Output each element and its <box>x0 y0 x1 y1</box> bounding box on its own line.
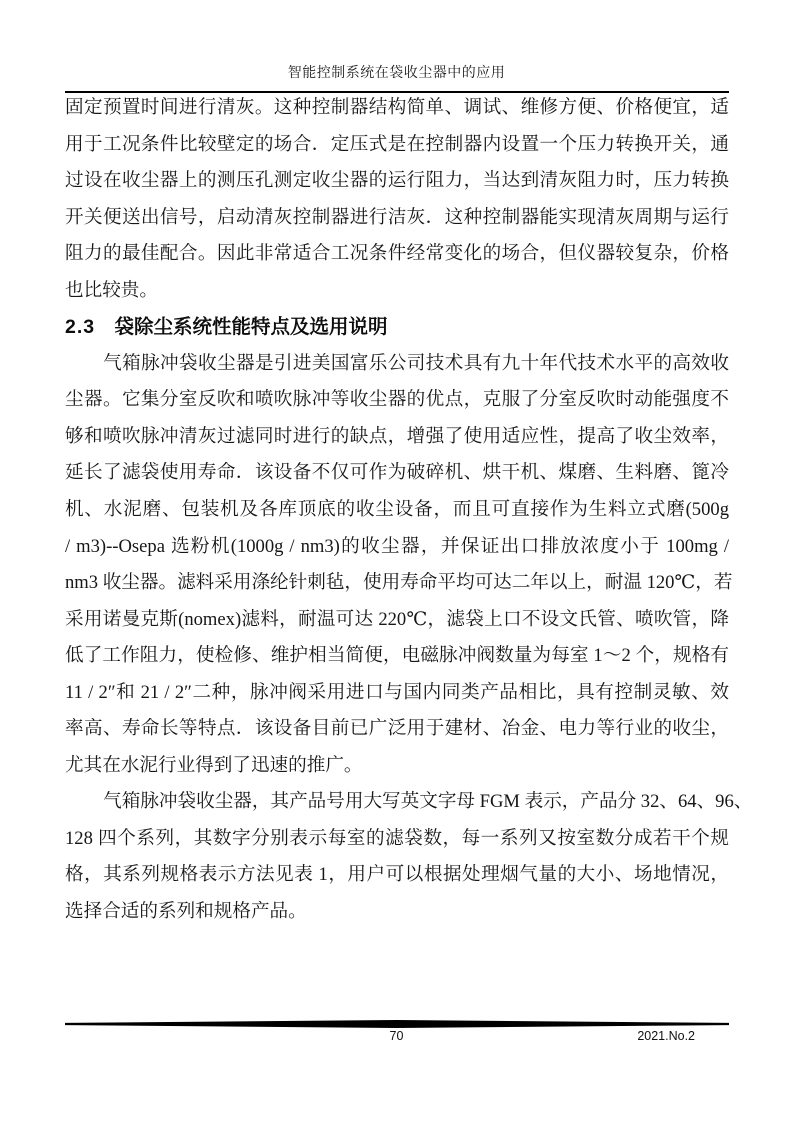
text-line: 用于工况条件比较壁定的场合．定压式是在控制器内设置一个压力转换开关，通 <box>65 133 729 155</box>
text-line: 尘器。它集分室反吹和喷吹脉冲等收尘器的优点，克服了分室反吹时动能强度不 <box>65 389 729 411</box>
text-line: 低了工作阻力，使检修、维护相当简便，电磁脉冲阀数量为每室 1～2 个，规格有 <box>65 645 729 667</box>
text-line: 固定预置时间进行清灰。这种控制器结构简单、调试、维修方便、价格便宜，适 <box>65 97 729 118</box>
issue-label: 2021.No.2 <box>637 1029 695 1043</box>
text-line: 机、水泥磨、包装机及各库顶底的收尘设备，而且可直接作为生料立式磨(500g <box>65 499 729 521</box>
text-line: 够和喷吹脉冲清灰过滤同时进行的缺点，增强了使用适应性，提高了收尘效率， <box>65 425 729 447</box>
text-line: 11 / 2″和 21 / 2″二种，脉冲阀采用进口与国内同类产品相比，具有控制灵敏、效 <box>65 681 729 703</box>
text-line: 开关便送出信号，启动清灰控制器进行洁灰．这种控制器能实现清灰周期与运行 <box>65 206 729 228</box>
text-line: 128 四个系列，其数字分别表示每室的滤袋数，每一系列又按室数分成若干个规 <box>65 827 729 849</box>
text-line: 率高、寿命长等特点．该设备目前已广泛用于建材、冶金、电力等行业的收尘， <box>65 718 729 740</box>
text-line: 阻力的最佳配合。因此非常适合工况条件经常变化的场合，但仪器较复杂，价格 <box>65 243 729 265</box>
text-line: 采用诺曼克斯(nomex)滤料，耐温可达 220℃，滤袋上口不设文氏管、喷吹管，降 <box>65 608 729 630</box>
text-line: 气箱脉冲袋收尘器是引进美国富乐公司技术具有九十年代技术水平的高效收 <box>103 352 729 374</box>
page-number: 70 <box>389 1029 404 1043</box>
text-line: / m3)--Osepa 选粉机(1000g / nm3)的收尘器，并保证出口排放浓度小于 100mg / <box>65 535 729 557</box>
page-body <box>65 90 753 931</box>
paragraph-1 <box>65 90 729 309</box>
footer-rule-shape <box>65 1020 729 1028</box>
text-line: 延长了滤袋使用寿命．该设备不仅可作为破碎机、烘干机、煤磨、生料磨、篦冷 <box>65 462 729 484</box>
running-header-title: 智能控制系统在袋收尘器中的应用 <box>287 66 506 81</box>
text-line: nm3 收尘器。滤料采用涤纶针刺毡，使用寿命平均可达二年以上，耐温 120℃，若 <box>65 572 733 594</box>
paragraph-2 <box>65 346 733 785</box>
text-line: 气箱脉冲袋收尘器，其产品号用大写英文字母 FGM 表示，产品分 32、64、96、 <box>103 791 753 813</box>
text-line: 选择合适的系列和规格产品。 <box>65 901 307 923</box>
text-line: 过设在收尘器上的测压孔测定收尘器的运行阻力，当达到清灰阻力时，压力转换 <box>65 170 729 192</box>
section-title: 袋除尘系统性能特点及选用说明 <box>114 316 388 339</box>
text-line: 格，其系列规格表示方法见表 1，用户可以根据处理烟气量的大小、场地情况， <box>65 864 729 886</box>
footer-tapered-rule <box>65 1020 729 1028</box>
text-line: 也比较贵。 <box>65 279 158 301</box>
section-heading <box>65 309 729 346</box>
text-line: 尤其在水泥行业得到了迅速的推广。 <box>65 754 363 776</box>
section-number: 2.3 <box>65 316 96 339</box>
paragraph-3 <box>65 784 753 930</box>
